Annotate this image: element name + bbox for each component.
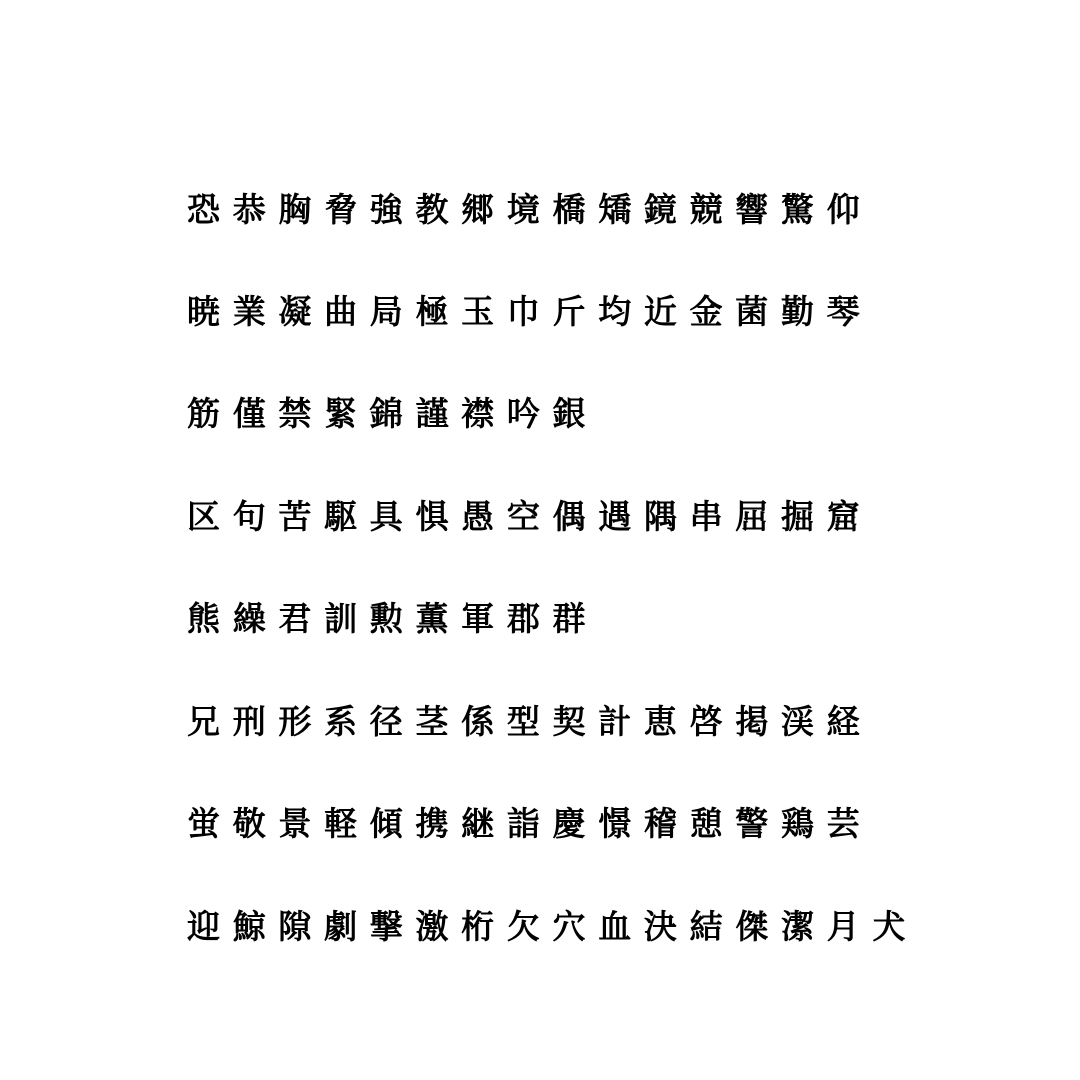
- kanji-char: 駆: [324, 497, 358, 536]
- kanji-char: 遇: [598, 497, 632, 536]
- kanji-char: 玉: [461, 292, 495, 331]
- kanji-char: 契: [552, 702, 586, 741]
- kanji-char: 恐: [187, 190, 220, 229]
- kanji-char: 撃: [369, 907, 403, 946]
- kanji-char: 携: [415, 804, 449, 843]
- kanji-char: 系: [324, 702, 358, 741]
- kanji-char: 菌: [735, 292, 769, 331]
- kanji-char: 局: [369, 292, 403, 331]
- kanji-char: 繰: [232, 599, 266, 638]
- kanji-char: 軽: [324, 804, 358, 843]
- kanji-char: 激: [415, 907, 449, 946]
- kanji-char: 掘: [780, 497, 814, 536]
- kanji-char: 茎: [415, 702, 449, 741]
- kanji-char: 兄: [187, 702, 220, 741]
- kanji-char: 軍: [461, 599, 495, 638]
- kanji-char: 脅: [324, 190, 358, 229]
- kanji-char: 禁: [278, 394, 312, 433]
- kanji-char: 競: [689, 190, 723, 229]
- kanji-char: 憩: [689, 804, 723, 843]
- kanji-line-1: [187, 188, 872, 232]
- kanji-char: 経: [826, 702, 860, 741]
- kanji-char: 訓: [324, 599, 358, 638]
- kanji-char: 胸: [278, 190, 312, 229]
- kanji-char: 暁: [187, 292, 220, 331]
- kanji-char: 鏡: [643, 190, 677, 229]
- kanji-char: 係: [461, 702, 495, 741]
- kanji-char: 穴: [552, 907, 586, 946]
- kanji-char: 境: [506, 190, 540, 229]
- kanji-char: 恵: [643, 702, 677, 741]
- kanji-char: 斤: [552, 292, 586, 331]
- kanji-char: 惧: [415, 497, 449, 536]
- kanji-char: 詣: [506, 804, 540, 843]
- kanji-char: 勤: [780, 292, 814, 331]
- kanji-char: 犬: [872, 907, 906, 946]
- kanji-char: 薫: [415, 599, 449, 638]
- kanji-char: 屈: [735, 497, 769, 536]
- kanji-char: 決: [643, 907, 677, 946]
- kanji-char: 傾: [369, 804, 403, 843]
- kanji-char: 句: [232, 497, 266, 536]
- kanji-char: 鶏: [780, 804, 814, 843]
- kanji-char: 愚: [461, 497, 495, 536]
- kanji-char: 継: [461, 804, 495, 843]
- kanji-char: 群: [552, 599, 586, 638]
- kanji-char: 矯: [598, 190, 632, 229]
- kanji-char: 迎: [187, 907, 220, 946]
- kanji-char: 刑: [232, 702, 266, 741]
- kanji-char: 啓: [689, 702, 723, 741]
- kanji-char: 景: [278, 804, 312, 843]
- kanji-char: 月: [826, 907, 860, 946]
- kanji-char: 極: [415, 292, 449, 331]
- kanji-char: 掲: [735, 702, 769, 741]
- kanji-char: 金: [689, 292, 723, 331]
- kanji-char: 襟: [461, 394, 495, 433]
- kanji-char: 熊: [187, 599, 220, 638]
- kanji-char: 空: [506, 497, 540, 536]
- kanji-line-3: [187, 392, 598, 436]
- kanji-char: 郷: [461, 190, 495, 229]
- kanji-char: 渓: [780, 702, 814, 741]
- kanji-char: 型: [506, 702, 540, 741]
- kanji-char: 潔: [780, 907, 814, 946]
- kanji-char: 欠: [506, 907, 540, 946]
- kanji-char: 苦: [278, 497, 312, 536]
- kanji-char: 劇: [324, 907, 358, 946]
- kanji-char: 血: [598, 907, 632, 946]
- kanji-char: 僅: [232, 394, 266, 433]
- kanji-line-8: [187, 905, 918, 949]
- kanji-char: 巾: [506, 292, 540, 331]
- kanji-char: 鯨: [232, 907, 266, 946]
- kanji-char: 計: [598, 702, 632, 741]
- kanji-char: 結: [689, 907, 723, 946]
- kanji-char: 敬: [232, 804, 266, 843]
- kanji-char: 驚: [780, 190, 814, 229]
- kanji-char: 橋: [552, 190, 586, 229]
- kanji-char: 強: [369, 190, 403, 229]
- kanji-char: 凝: [278, 292, 312, 331]
- kanji-char: 銀: [552, 394, 586, 433]
- kanji-char: 琴: [826, 292, 860, 331]
- kanji-char: 曲: [324, 292, 358, 331]
- kanji-char: 慶: [552, 804, 586, 843]
- kanji-char: 吟: [506, 394, 540, 433]
- kanji-char: 芸: [826, 804, 860, 843]
- kanji-char: 郡: [506, 599, 540, 638]
- kanji-char: 稽: [643, 804, 677, 843]
- kanji-char: 桁: [461, 907, 495, 946]
- kanji-char: 恭: [232, 190, 266, 229]
- kanji-char: 隅: [643, 497, 677, 536]
- kanji-char: 謹: [415, 394, 449, 433]
- kanji-char: 区: [187, 497, 220, 536]
- kanji-line-6: [187, 700, 872, 744]
- kanji-char: 均: [598, 292, 632, 331]
- kanji-char: 蛍: [187, 804, 220, 843]
- kanji-char: 傑: [735, 907, 769, 946]
- kanji-char: 錦: [369, 394, 403, 433]
- kanji-char: 径: [369, 702, 403, 741]
- kanji-char: 業: [232, 292, 266, 331]
- kanji-char: 隙: [278, 907, 312, 946]
- kanji-char: 窟: [826, 497, 860, 536]
- kanji-char: 警: [735, 804, 769, 843]
- kanji-char: 具: [369, 497, 403, 536]
- kanji-char: 筋: [187, 394, 220, 433]
- kanji-char: 教: [415, 190, 449, 229]
- kanji-line-2: [187, 290, 872, 334]
- kanji-line-4: [187, 495, 872, 539]
- kanji-char: 緊: [324, 394, 358, 433]
- kanji-char: 偶: [552, 497, 586, 536]
- kanji-char: 仰: [826, 190, 860, 229]
- kanji-char: 串: [689, 497, 723, 536]
- kanji-line-5: [187, 597, 598, 641]
- kanji-char: 憬: [598, 804, 632, 843]
- kanji-char: 形: [278, 702, 312, 741]
- kanji-char: 近: [643, 292, 677, 331]
- kanji-char: 君: [278, 599, 312, 638]
- kanji-char: 響: [735, 190, 769, 229]
- kanji-char: 勲: [369, 599, 403, 638]
- kanji-line-7: [187, 802, 872, 846]
